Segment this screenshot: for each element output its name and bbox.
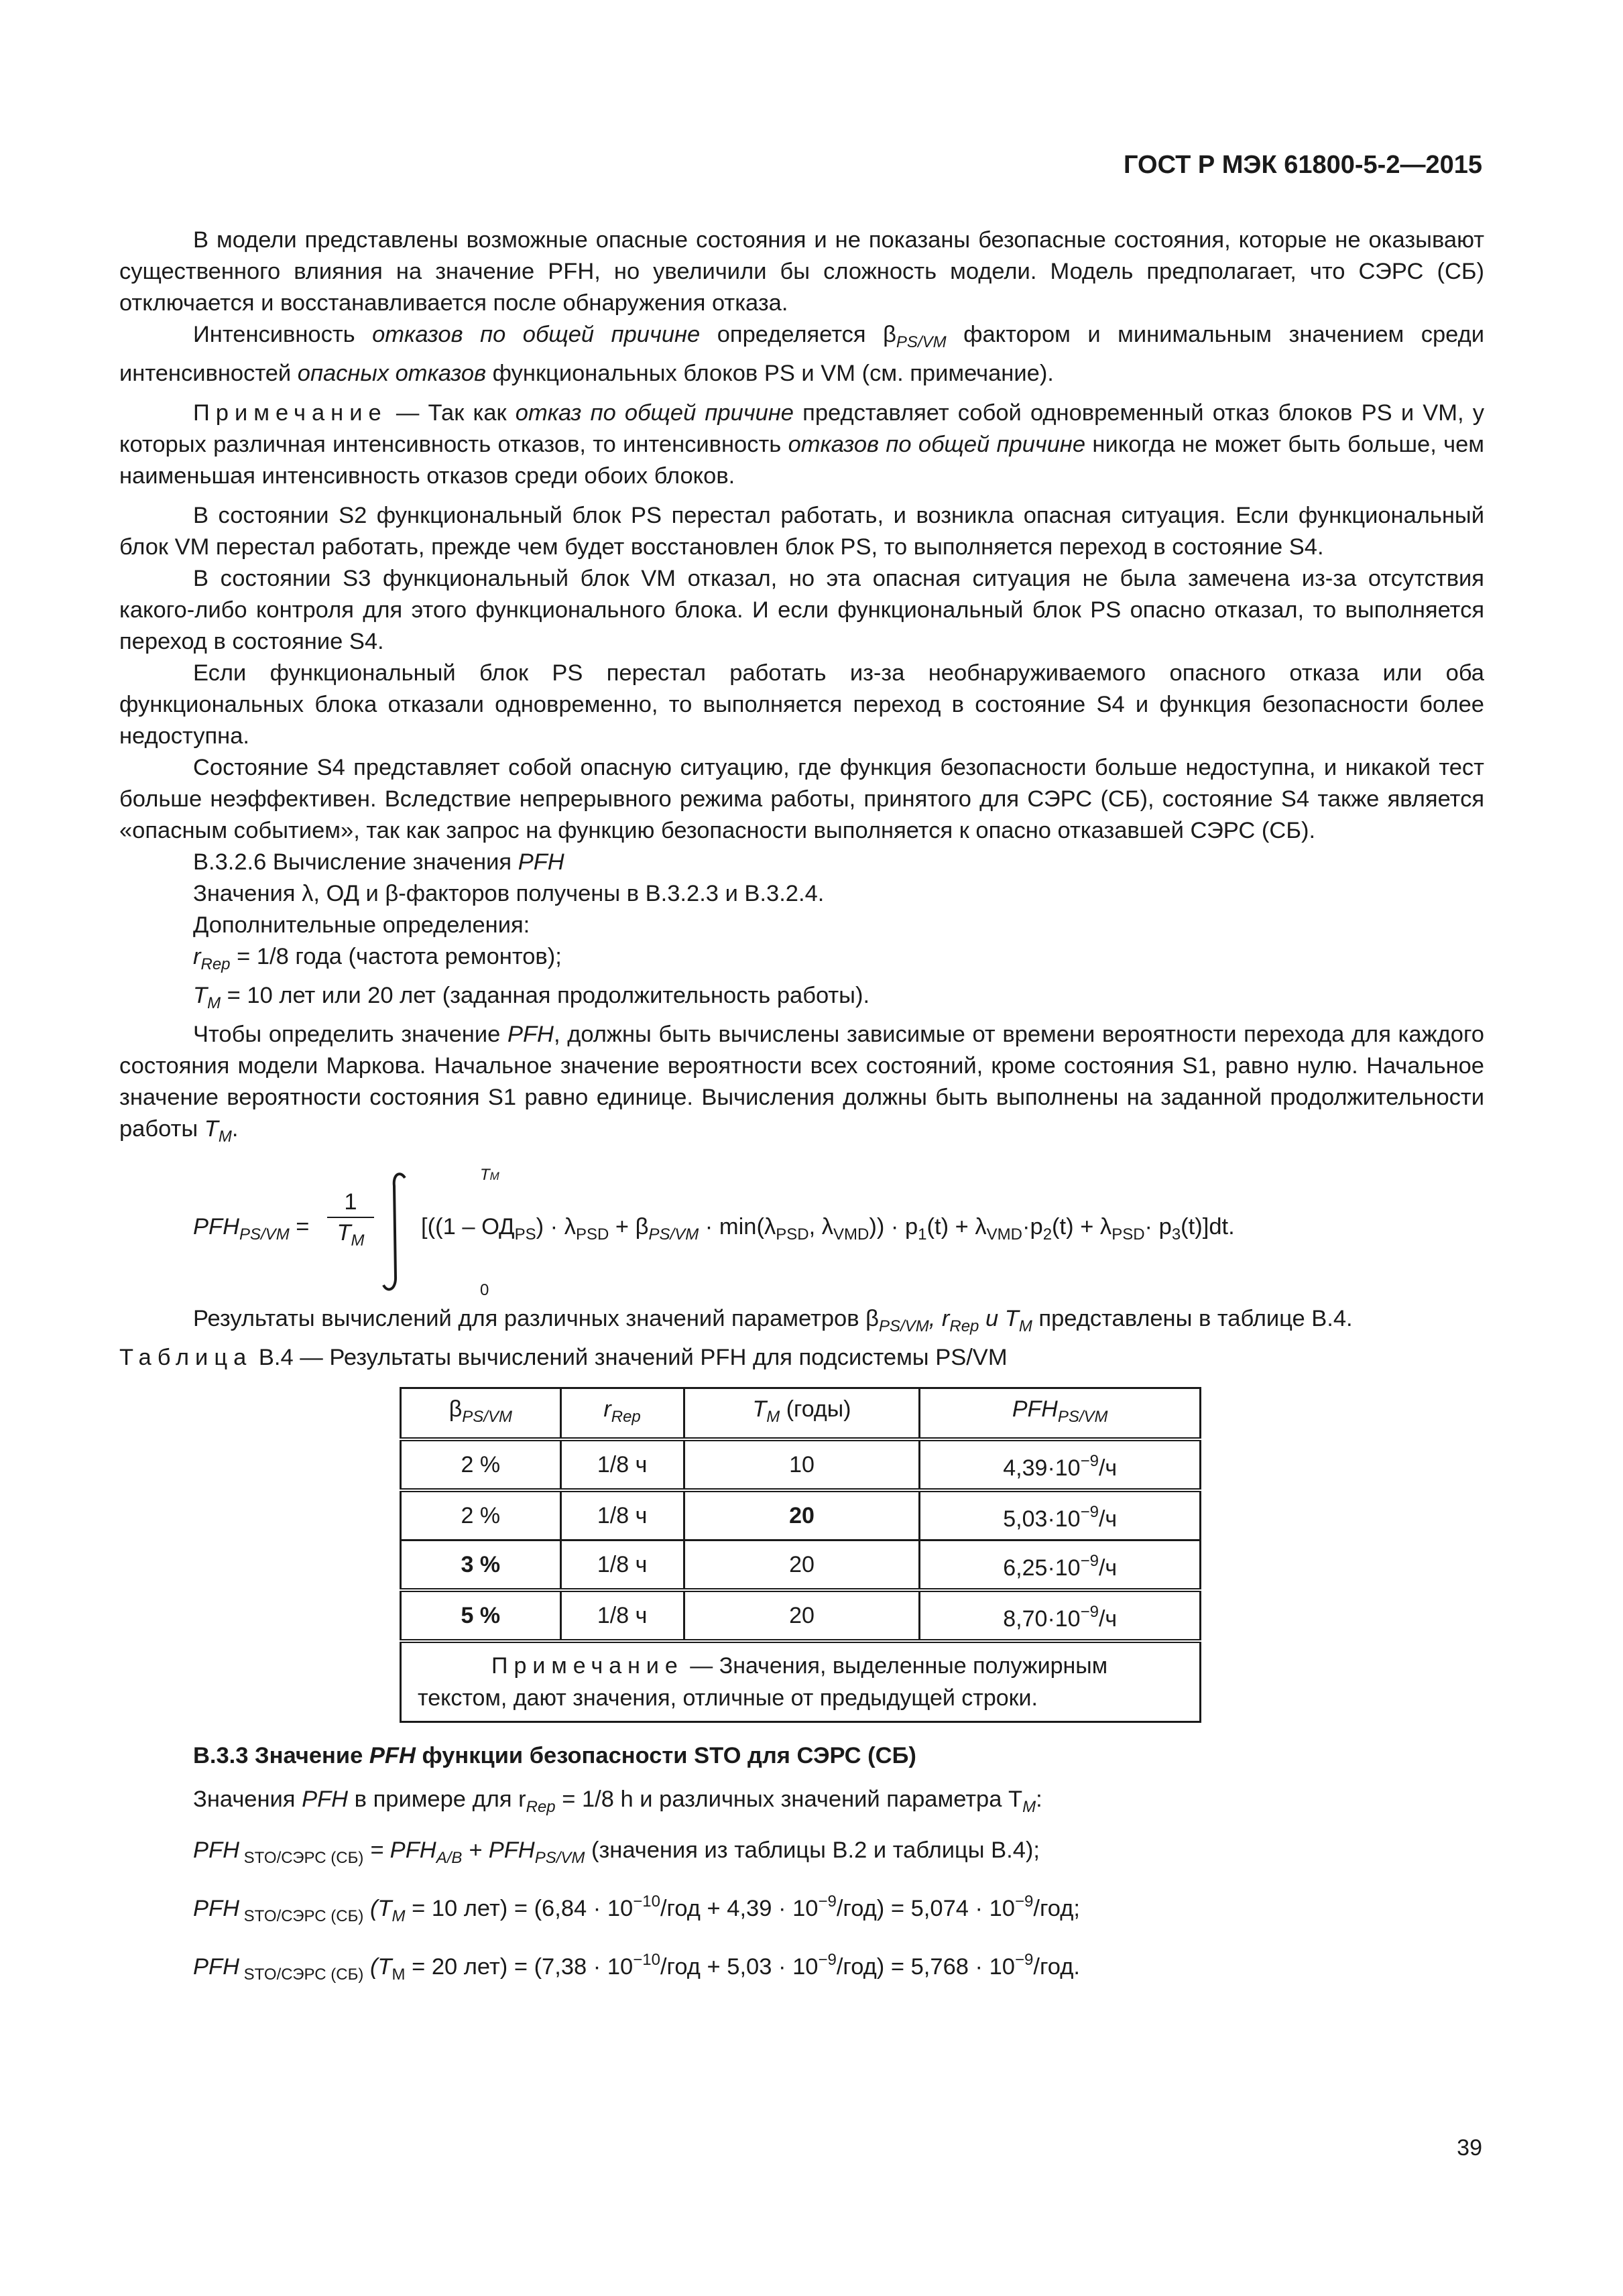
cell-beta: 2 % (401, 1490, 561, 1540)
table-note: Примечание — Значения, выделенные полужирным текстом, дают значения, отличные от предыдущей строки. (401, 1641, 1201, 1722)
table-row (401, 1590, 1201, 1641)
document-body (119, 225, 1484, 1990)
standard-header: ГОСТ Р МЭК 61800-5-2—2015 (1124, 151, 1482, 179)
cell-beta: 5 % (401, 1590, 561, 1641)
cell-r-rep: 1/8 ч (560, 1540, 684, 1591)
paragraph-state-s4: Состояние S4 представляет собой опасную ситуацию, где функция безопасности больше недоступна, и никакой тест больше неэффективен. Вследствие непрерывного режима работы, принятого для СЭРС (СБ), состояние S4 также является «опасным событием», так как запрос на функцию безопасности выполняется к опасно отказавшей СЭРС (СБ). (119, 755, 1484, 843)
paragraph-state-s3: В состоянии S3 функциональный блок VM отказал, но эта опасная ситуация не была замечена из-за отсутствия какого-либо контроля для этого функционального блока. И если функциональный блок PS опасно отказал, то выполняется переход в состояние S4. (119, 566, 1484, 654)
paragraph-markov: Чтобы определить значение PFH, должны быть вычислены зависимые от времени вероятности перехода для каждого состояния модели Маркова. Начальное значение вероятности всех состояний, кроме состояния S1, равно нулю. Начальное значение вероятности состояния S1 равно единице. Вычисления должны быть выполнены на заданной продолжительности работы $T_M$. (119, 1022, 1484, 1146)
cell-r-rep: 1/8 ч (560, 1439, 684, 1490)
paragraph-ps-failure: Если функциональный блок PS перестал работать из-за необнаруживаемого опасного отказа или оба функциональных блока отказали одновременно, то выполняется переход в состояние S4 и функция безопасности более недоступна. (119, 660, 1484, 749)
header-r-rep: $r_{Rep}$ (560, 1388, 684, 1440)
header-t-m: $T_M$ (годы) (684, 1388, 920, 1440)
table-row (401, 1439, 1201, 1490)
formula-pfh-20-years: PFH $_{STO/СЭРС (СБ)}$ ($T_M = 20$ $лет) = (7,38 \cdot 10^{-10}$/год + $5,03 \cdot 10^{-9}/год) = 5,768 \cdot 10^{-9}/год$. (193, 1951, 1080, 1984)
integral-upper-limit: TM (480, 1166, 499, 1184)
table-note-row (401, 1641, 1201, 1722)
section-heading-b333: В.3.3 Значение PFH функции безопасности STO для СЭРС (СБ) (193, 1743, 916, 1768)
paragraph-additional-definitions: Дополнительные определения: (193, 912, 530, 938)
integral-lower-limit: 0 (480, 1281, 489, 1299)
paragraph-state-s2: В состоянии S2 функциональный блок PS перестал работать, и возникла опасная ситуация. Если функциональный блок VM перестал работать, прежде чем будет восстановлен блок PS, то выполняется переход в состояние S4. (119, 503, 1484, 560)
formula-fraction: $\frac{1}{T_M}$ (327, 1187, 374, 1256)
paragraph-pfh-values: Значения PFH в примере для $r_{Rep} = 1/8$ h и различных значений параметра $T_M$: (193, 1787, 1042, 1816)
paragraph-model: В модели представлены возможные опасные состояния и не показаны безопасные состояния, которые не оказывают существенного влияния на значение PFH, но увеличили бы сложность модели. Модель предполагает, что СЭРС (СБ) отключается и восстанавливается после обнаружения отказа. (119, 227, 1484, 316)
formula-pfh-sum: PFH $_{STO/СЭРС (СБ)} = PFH_{A/B} + PFH_{PS/VM}$ (значения из таблицы В.2 и таблицы В.4); (193, 1837, 1040, 1867)
table-header-row (401, 1388, 1201, 1440)
header-pfh: $PFH_{PS/VM}$ (920, 1388, 1201, 1440)
cell-t-m: 20 (684, 1540, 920, 1591)
cell-pfh: $6,25\cdot 10^{-9}/ч$ (920, 1540, 1201, 1591)
cell-pfh: $5,03\cdot 10^{-9}/ч$ (920, 1490, 1201, 1540)
cell-pfh: $8,70\cdot 10^{-9}/ч$ (920, 1590, 1201, 1641)
cell-t-m: 20 (684, 1590, 920, 1641)
paragraph-results: Результаты вычислений для различных значений параметров $\beta_{PS/VM}$, $r_{Rep}$ и $T_M$ представлены в таблице В.4. (193, 1306, 1353, 1335)
cell-pfh: $4,39\cdot 10^{-9}/ч$ (920, 1439, 1201, 1490)
integral-sign-icon (375, 1159, 416, 1303)
table-row (401, 1490, 1201, 1540)
paragraph-intensity: Интенсивность отказов по общей причине определяется $\beta_{PS/VM}$ фактором и минимальным значением среди интенсивностей опасных отказов функциональных блоков PS и VM (см. примечание). (119, 322, 1484, 386)
cell-beta: 3 % (401, 1540, 561, 1591)
formula-lhs: $PFH_{PS/VM}$ = (193, 1214, 310, 1244)
table-row (401, 1540, 1201, 1591)
pfh-formula (119, 1159, 1484, 1303)
cell-beta: 2 % (401, 1439, 561, 1490)
definition-t-m: $T_M = 10$ лет или 20 лет (заданная продолжительность работы). (193, 983, 870, 1012)
section-heading-b326: В.3.2.6 Вычисление значения PFH (193, 849, 564, 875)
cell-t-m: 20 (684, 1490, 920, 1540)
formula-rhs: [($(1 - ОД_{PS}) \cdot \lambda_{PSD} + \beta_{PS/VM} \cdot \min(\lambda_{PSD}$, $\lambda_{VMD})) \cdot p_1(t) + \lambda_{VMD}\cdot p_2(t) + \lambda_{PSD}\cdot p_3(t)]dt$. (421, 1214, 1235, 1244)
cell-r-rep: 1/8 ч (560, 1590, 684, 1641)
cell-r-rep: 1/8 ч (560, 1490, 684, 1540)
header-beta: $\beta_{PS/VM}$ (401, 1388, 561, 1440)
results-table (400, 1387, 1201, 1723)
note-common-cause: Примечание — Так как отказ по общей причине представляет собой одновременный отказ блоков PS и VM, у которых различная интенсивность отказов, то интенсивность отказов по общей причине никогда не может быть больше, чем наименьшая интенсивность отказов среди обоих блоков. (119, 400, 1484, 489)
paragraph-lambda-values: Значения λ, ОД и β-факторов получены в В.3.2.3 и В.3.2.4. (193, 881, 825, 906)
page-number: 39 (1457, 2135, 1482, 2161)
formula-pfh-10-years: PFH $_{STO/СЭРС (СБ)}$ ($T_M = 10$ $лет) = (6,84 \cdot 10^{-10}$/год + $4,39 \cdot 10^{-9}/год) = 5,074 \cdot 10^{-9}/год$; (193, 1892, 1080, 1925)
cell-t-m: 10 (684, 1439, 920, 1490)
definition-r-rep: $r_{Rep} = 1/8$ года (частота ремонтов); (193, 944, 562, 973)
table-caption: Таблица В.4 — Результаты вычислений значений PFH для подсистемы PS/VM (119, 1345, 1008, 1370)
